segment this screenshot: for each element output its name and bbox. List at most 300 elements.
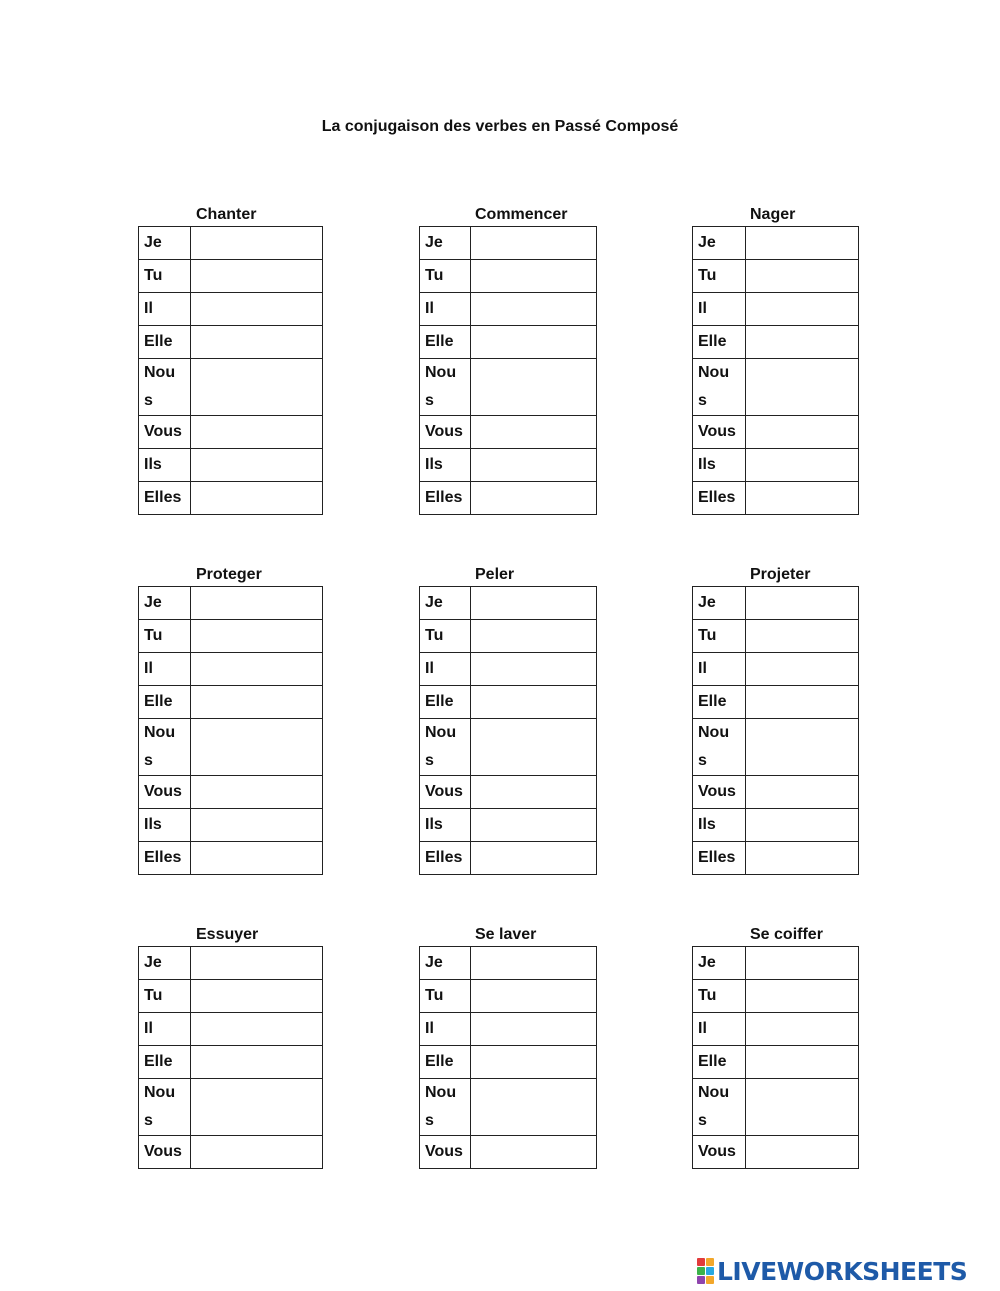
table-row: [139, 227, 323, 260]
pronoun-cell: [139, 686, 191, 719]
pronoun-cell: [420, 449, 471, 482]
pronoun-label: Nous: [425, 724, 457, 769]
pronoun-label: Tu: [425, 987, 444, 1004]
answer-cell[interactable]: [471, 1136, 597, 1169]
table-row: [420, 776, 597, 809]
pronoun-label: Je: [144, 954, 162, 971]
verb-title: Nager: [750, 206, 796, 223]
pronoun-cell: [420, 359, 471, 416]
answer-cell[interactable]: [746, 1013, 859, 1046]
answer-cell[interactable]: [191, 980, 323, 1013]
conjugation-table: [419, 946, 597, 1169]
conjugation-table: [419, 226, 597, 515]
pronoun-cell: [693, 1136, 746, 1169]
pronoun-cell: [420, 1079, 471, 1136]
pronoun-cell: [420, 653, 471, 686]
table-row: [139, 1046, 323, 1079]
table-row: [693, 620, 859, 653]
answer-cell[interactable]: [471, 260, 597, 293]
table-row: [139, 947, 323, 980]
table-row: [693, 260, 859, 293]
answer-cell[interactable]: [191, 947, 323, 980]
pronoun-label: Elle: [698, 693, 727, 710]
pronoun-label: Nous: [144, 364, 176, 409]
table-row: [693, 809, 859, 842]
answer-cell[interactable]: [746, 1046, 859, 1079]
answer-cell[interactable]: [471, 686, 597, 719]
pronoun-cell: [139, 260, 191, 293]
answer-cell[interactable]: [191, 1046, 323, 1079]
pronoun-cell: [420, 326, 471, 359]
pronoun-cell: [693, 719, 746, 776]
pronoun-cell: [139, 416, 191, 449]
table-row: [420, 980, 597, 1013]
pronoun-cell: [693, 653, 746, 686]
pronoun-label: Il: [144, 1020, 153, 1037]
answer-cell[interactable]: [471, 653, 597, 686]
pronoun-label: Elle: [698, 333, 727, 350]
pronoun-cell: [139, 719, 191, 776]
pronoun-cell: [693, 482, 746, 515]
table-row: [693, 686, 859, 719]
pronoun-label: Nous: [425, 1084, 457, 1129]
pronoun-cell: [693, 1013, 746, 1046]
pronoun-cell: [693, 326, 746, 359]
pronoun-label: Tu: [425, 627, 444, 644]
answer-cell[interactable]: [471, 842, 597, 875]
pronoun-label: Je: [144, 594, 162, 611]
pronoun-cell: [693, 359, 746, 416]
table-row: [420, 482, 597, 515]
liveworksheets-logo: [697, 1256, 967, 1286]
pronoun-cell: [420, 719, 471, 776]
pronoun-label: Vous: [144, 1143, 182, 1160]
pronoun-label: Ils: [144, 456, 162, 473]
pronoun-cell: [139, 293, 191, 326]
pronoun-label: Vous: [698, 783, 736, 800]
table-row: [420, 1079, 597, 1136]
pronoun-label: Tu: [144, 627, 163, 644]
pronoun-cell: [139, 1046, 191, 1079]
verb-table-block: [138, 204, 323, 515]
logo-block: [697, 1276, 705, 1284]
table-row: [693, 1079, 859, 1136]
answer-cell[interactable]: [471, 227, 597, 260]
table-row: [139, 776, 323, 809]
pronoun-cell: [420, 482, 471, 515]
logo-block: [706, 1267, 714, 1275]
answer-cell[interactable]: [746, 620, 859, 653]
pronoun-label: Il: [425, 300, 434, 317]
pronoun-cell: [139, 809, 191, 842]
logo-text: LIVEWORKSHEETS: [717, 1256, 968, 1286]
table-row: [139, 482, 323, 515]
pronoun-label: Nous: [425, 364, 457, 409]
pronoun-cell: [139, 1136, 191, 1169]
answer-cell[interactable]: [746, 449, 859, 482]
pronoun-cell: [139, 449, 191, 482]
table-row: [420, 809, 597, 842]
answer-cell[interactable]: [471, 1046, 597, 1079]
pronoun-label: Ils: [425, 456, 443, 473]
answer-cell[interactable]: [471, 980, 597, 1013]
pronoun-label: Il: [425, 660, 434, 677]
pronoun-label: Vous: [144, 783, 182, 800]
answer-cell[interactable]: [191, 359, 323, 416]
verb-table-block: [138, 564, 323, 875]
pronoun-label: Je: [425, 954, 443, 971]
table-row: [420, 653, 597, 686]
answer-cell[interactable]: [191, 620, 323, 653]
answer-cell[interactable]: [746, 1136, 859, 1169]
pronoun-cell: [420, 293, 471, 326]
pronoun-label: Elles: [144, 489, 182, 506]
table-row: [693, 293, 859, 326]
verb-table-block: [692, 924, 859, 1169]
table-row: [420, 260, 597, 293]
pronoun-label: Ils: [698, 456, 716, 473]
verb-title: Se laver: [475, 926, 537, 943]
answer-cell[interactable]: [191, 587, 323, 620]
verb-title: Proteger: [196, 566, 262, 583]
table-row: [693, 1046, 859, 1079]
answer-cell[interactable]: [746, 293, 859, 326]
pronoun-cell: [420, 776, 471, 809]
table-row: [693, 359, 859, 416]
pronoun-cell: [139, 653, 191, 686]
pronoun-label: Tu: [144, 267, 163, 284]
logo-block: [697, 1258, 705, 1266]
table-row: [420, 587, 597, 620]
pronoun-label: Nous: [698, 1084, 730, 1129]
pronoun-cell: [139, 620, 191, 653]
pronoun-label: Tu: [698, 267, 717, 284]
pronoun-cell: [693, 1046, 746, 1079]
pronoun-label: Nous: [698, 364, 730, 409]
conjugation-table: [138, 946, 323, 1169]
conjugation-table: [692, 226, 859, 515]
answer-cell[interactable]: [471, 587, 597, 620]
pronoun-cell: [693, 980, 746, 1013]
answer-cell[interactable]: [191, 416, 323, 449]
answer-cell[interactable]: [471, 293, 597, 326]
verb-table-block: [692, 204, 859, 515]
pronoun-label: Nous: [144, 1084, 176, 1129]
pronoun-label: Elles: [144, 849, 182, 866]
pronoun-cell: [420, 842, 471, 875]
answer-cell[interactable]: [746, 947, 859, 980]
answer-cell[interactable]: [471, 776, 597, 809]
answer-cell[interactable]: [191, 482, 323, 515]
table-row: [139, 620, 323, 653]
verb-table-block: [138, 924, 323, 1169]
answer-cell[interactable]: [746, 587, 859, 620]
pronoun-label: Il: [425, 1020, 434, 1037]
verb-title: Essuyer: [196, 926, 259, 943]
table-row: [693, 1013, 859, 1046]
answer-cell[interactable]: [191, 227, 323, 260]
answer-cell[interactable]: [191, 260, 323, 293]
answer-cell[interactable]: [471, 947, 597, 980]
pronoun-cell: [693, 809, 746, 842]
table-row: [693, 449, 859, 482]
pronoun-label: Il: [144, 660, 153, 677]
pronoun-cell: [420, 227, 471, 260]
pronoun-cell: [139, 326, 191, 359]
answer-cell[interactable]: [471, 416, 597, 449]
pronoun-cell: [693, 620, 746, 653]
pronoun-label: Elle: [425, 693, 454, 710]
pronoun-cell: [139, 776, 191, 809]
table-row: [420, 947, 597, 980]
table-row: [420, 1046, 597, 1079]
pronoun-label: Elles: [425, 849, 463, 866]
table-row: [693, 326, 859, 359]
answer-cell[interactable]: [191, 1013, 323, 1046]
table-row: [139, 326, 323, 359]
logo-block: [706, 1276, 714, 1284]
pronoun-label: Tu: [425, 267, 444, 284]
pronoun-label: Elle: [425, 1053, 454, 1070]
pronoun-label: Tu: [698, 987, 717, 1004]
conjugation-table: [692, 946, 859, 1169]
answer-cell[interactable]: [746, 980, 859, 1013]
pronoun-label: Tu: [144, 987, 163, 1004]
answer-cell[interactable]: [746, 326, 859, 359]
pronoun-label: Il: [698, 300, 707, 317]
table-row: [139, 719, 323, 776]
pronoun-label: Je: [698, 234, 716, 251]
pronoun-label: Je: [425, 594, 443, 611]
pronoun-cell: [139, 587, 191, 620]
pronoun-cell: [139, 947, 191, 980]
pronoun-cell: [420, 587, 471, 620]
answer-cell[interactable]: [746, 227, 859, 260]
table-row: [139, 980, 323, 1013]
table-row: [420, 686, 597, 719]
table-row: [139, 587, 323, 620]
table-row: [139, 1136, 323, 1169]
table-row: [420, 416, 597, 449]
answer-cell[interactable]: [471, 1013, 597, 1046]
answer-cell[interactable]: [471, 1079, 597, 1136]
answer-cell[interactable]: [746, 653, 859, 686]
conjugation-table: [692, 586, 859, 875]
table-row: [693, 482, 859, 515]
verb-table-block: [419, 564, 597, 875]
pronoun-cell: [139, 482, 191, 515]
table-row: [139, 260, 323, 293]
answer-cell[interactable]: [746, 359, 859, 416]
pronoun-cell: [420, 1013, 471, 1046]
table-row: [139, 416, 323, 449]
pronoun-label: Je: [698, 594, 716, 611]
pronoun-cell: [693, 947, 746, 980]
answer-cell[interactable]: [471, 326, 597, 359]
answer-cell[interactable]: [746, 842, 859, 875]
answer-cell[interactable]: [191, 1136, 323, 1169]
answer-cell[interactable]: [746, 719, 859, 776]
pronoun-label: Je: [425, 234, 443, 251]
answer-cell[interactable]: [191, 842, 323, 875]
pronoun-label: Elle: [425, 333, 454, 350]
table-row: [420, 620, 597, 653]
answer-cell[interactable]: [191, 1079, 323, 1136]
answer-cell[interactable]: [471, 809, 597, 842]
table-row: [139, 293, 323, 326]
table-row: [420, 449, 597, 482]
answer-cell[interactable]: [191, 776, 323, 809]
pronoun-label: Ils: [144, 816, 162, 833]
pronoun-cell: [693, 842, 746, 875]
answer-cell[interactable]: [191, 809, 323, 842]
answer-cell[interactable]: [191, 653, 323, 686]
table-row: [139, 359, 323, 416]
table-row: [139, 1013, 323, 1046]
pronoun-cell: [139, 980, 191, 1013]
table-row: [420, 227, 597, 260]
pronoun-cell: [420, 620, 471, 653]
pronoun-cell: [693, 1079, 746, 1136]
answer-cell[interactable]: [191, 449, 323, 482]
table-row: [139, 809, 323, 842]
pronoun-label: Tu: [698, 627, 717, 644]
table-row: [420, 359, 597, 416]
table-row: [420, 1013, 597, 1046]
answer-cell[interactable]: [746, 416, 859, 449]
table-row: [693, 587, 859, 620]
answer-cell[interactable]: [746, 809, 859, 842]
pronoun-label: Elles: [698, 489, 736, 506]
pronoun-label: Elle: [144, 1053, 173, 1070]
pronoun-label: Elle: [144, 333, 173, 350]
pronoun-cell: [693, 260, 746, 293]
pronoun-cell: [693, 587, 746, 620]
pronoun-cell: [139, 227, 191, 260]
pronoun-cell: [139, 1079, 191, 1136]
pronoun-cell: [693, 416, 746, 449]
table-row: [139, 1079, 323, 1136]
verb-title: Commencer: [475, 206, 568, 223]
pronoun-cell: [693, 449, 746, 482]
pronoun-label: Vous: [698, 423, 736, 440]
verb-title: Se coiffer: [750, 926, 823, 943]
pronoun-label: Nous: [144, 724, 176, 769]
table-row: [420, 293, 597, 326]
table-row: [420, 1136, 597, 1169]
table-row: [139, 842, 323, 875]
pronoun-label: Vous: [425, 423, 463, 440]
logo-block: [706, 1258, 714, 1266]
table-row: [693, 653, 859, 686]
pronoun-cell: [420, 260, 471, 293]
answer-cell[interactable]: [191, 293, 323, 326]
pronoun-label: Vous: [425, 1143, 463, 1160]
pronoun-cell: [693, 686, 746, 719]
table-row: [693, 947, 859, 980]
verb-title: Projeter: [750, 566, 811, 583]
table-row: [693, 776, 859, 809]
conjugation-table: [138, 226, 323, 515]
answer-cell[interactable]: [746, 1079, 859, 1136]
answer-cell[interactable]: [746, 776, 859, 809]
pronoun-label: Elles: [425, 489, 463, 506]
pronoun-cell: [420, 980, 471, 1013]
pronoun-cell: [139, 1013, 191, 1046]
answer-cell[interactable]: [471, 482, 597, 515]
pronoun-cell: [420, 686, 471, 719]
table-row: [693, 719, 859, 776]
pronoun-label: Je: [144, 234, 162, 251]
pronoun-label: Ils: [698, 816, 716, 833]
verb-table-block: [419, 924, 597, 1169]
pronoun-label: Vous: [425, 783, 463, 800]
table-row: [139, 653, 323, 686]
table-row: [693, 227, 859, 260]
answer-cell[interactable]: [471, 620, 597, 653]
pronoun-cell: [693, 776, 746, 809]
answer-cell[interactable]: [471, 449, 597, 482]
table-row: [693, 980, 859, 1013]
table-row: [420, 326, 597, 359]
pronoun-label: Nous: [698, 724, 730, 769]
pronoun-cell: [420, 1046, 471, 1079]
table-row: [139, 449, 323, 482]
pronoun-cell: [420, 947, 471, 980]
answer-cell[interactable]: [471, 359, 597, 416]
pronoun-label: Il: [698, 660, 707, 677]
answer-cell[interactable]: [191, 326, 323, 359]
table-row: [693, 1136, 859, 1169]
page-title: La conjugaison des verbes en Passé Composé: [321, 118, 679, 135]
table-row: [693, 842, 859, 875]
verb-title: Peler: [475, 566, 515, 583]
pronoun-cell: [693, 227, 746, 260]
pronoun-label: Ils: [425, 816, 443, 833]
table-row: [420, 719, 597, 776]
table-row: [139, 686, 323, 719]
answer-cell[interactable]: [746, 686, 859, 719]
conjugation-table: [419, 586, 597, 875]
answer-cell[interactable]: [191, 719, 323, 776]
pronoun-cell: [139, 359, 191, 416]
verb-title: Chanter: [196, 206, 257, 223]
logo-block: [697, 1267, 705, 1275]
logo-blocks-icon: [697, 1258, 714, 1284]
pronoun-cell: [420, 1136, 471, 1169]
answer-cell[interactable]: [746, 482, 859, 515]
pronoun-label: Vous: [144, 423, 182, 440]
answer-cell[interactable]: [191, 686, 323, 719]
pronoun-label: Elle: [144, 693, 173, 710]
answer-cell[interactable]: [746, 260, 859, 293]
pronoun-label: Elles: [698, 849, 736, 866]
pronoun-label: Je: [698, 954, 716, 971]
pronoun-cell: [420, 416, 471, 449]
table-row: [693, 416, 859, 449]
verb-table-block: [419, 204, 597, 515]
pronoun-label: Il: [144, 300, 153, 317]
pronoun-cell: [139, 842, 191, 875]
pronoun-label: Il: [698, 1020, 707, 1037]
pronoun-label: Elle: [698, 1053, 727, 1070]
conjugation-table: [138, 586, 323, 875]
table-row: [420, 842, 597, 875]
pronoun-cell: [693, 293, 746, 326]
verb-table-block: [692, 564, 859, 875]
pronoun-cell: [420, 809, 471, 842]
answer-cell[interactable]: [471, 719, 597, 776]
